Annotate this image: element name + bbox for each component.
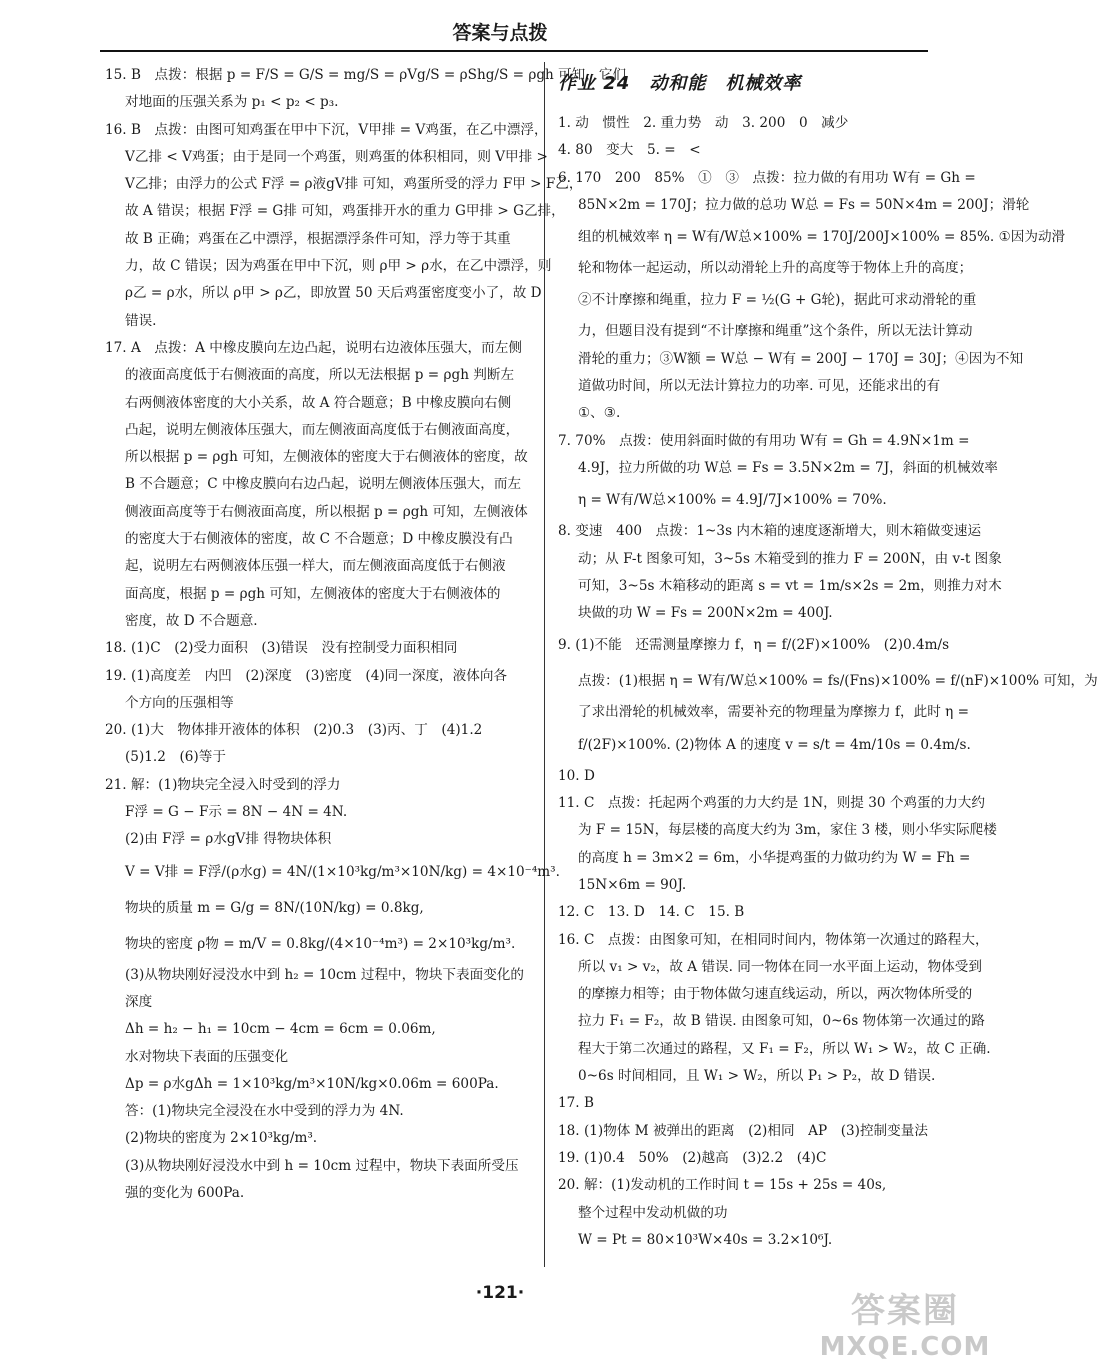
- formula-line: f/(2F)×100%. (2)物体 A 的速度 v = s/t = 4m/10s = 0.4m/s.: [578, 736, 971, 753]
- answer-line: F浮 = G − F示 = 8N − 4N = 4N.: [125, 804, 348, 821]
- answer-line: Δp = ρ水gΔh = 1×10³kg/m³×10N/kg×0.06m = 600Pa.: [125, 1075, 499, 1092]
- formula-line: V = V排 = F浮/(ρ水g) = 4N/(1×10³kg/m³×10N/kg) = 4×10⁻⁴m³.: [125, 863, 560, 880]
- answer-line: Δh = h₂ − h₁ = 10cm − 4cm = 6cm = 0.06m,: [125, 1021, 436, 1038]
- answer-line: B 不合题意；C 中橡皮膜向右边凸起，说明左侧液体压强大，而左: [125, 476, 522, 493]
- answer-line: 了求出滑轮的机械效率，需要补充的物理量为摩擦力 f，此时 η =: [578, 704, 969, 721]
- answer-line: 20. (1)大 物体排开液体的体积 (2)0.3 (3)丙、丁 (4)1.2: [105, 722, 483, 739]
- answer-line: 道做功时间，所以无法计算拉力的功率. 可见，还能求出的有: [578, 378, 941, 395]
- answer-line: 动；从 F-t 图象可知，3~5s 木箱受到的推力 F = 200N，由 v-t 图象: [578, 550, 1002, 567]
- answer-line: W = Pt = 80×10³W×40s = 3.2×10⁶J.: [578, 1231, 833, 1248]
- answer-line: 答：(1)物块完全浸没在水中受到的浮力为 4N.: [125, 1103, 404, 1120]
- answer-line: 4. 80 变大 5. = <: [558, 142, 701, 159]
- answer-line: 对地面的压强关系为 p₁ < p₂ < p₃.: [125, 94, 339, 111]
- answer-line: 7. 70% 点拨：使用斜面时做的有用功 W有 = Gh = 4.9N×1m =: [558, 432, 970, 449]
- formula-line: 点拨：(1)根据 η = W有/W总×100% = fs/(Fns)×100% = f/(nF)×100% 可知，为: [578, 673, 1098, 690]
- answer-line: 的摩擦力相等；由于物体做匀速直线运动，所以，两次物体所受的: [578, 986, 973, 1003]
- answer-line: 错误.: [125, 312, 157, 329]
- answer-line: 16. B 点拨：由图可知鸡蛋在甲中下沉，V甲排 = V鸡蛋，在乙中漂浮，: [105, 121, 548, 138]
- answer-line: 故 A 错误；根据 F浮 = G排 可知，鸡蛋排开水的重力 G甲排 > G乙排，: [125, 203, 565, 220]
- answer-line: 的液面高度低于右侧液面的高度，所以无法根据 p = ρgh 判断左: [125, 367, 515, 384]
- answer-line: 侧液面高度等于右侧液面高度，所以根据 p = ρgh 可知，左侧液体: [125, 503, 528, 520]
- watermark-logo-text: 答案圈: [851, 1291, 959, 1331]
- answer-line: 11. C 点拨：托起两个鸡蛋的力大约是 1N，则提 30 个鸡蛋的力大约: [558, 795, 985, 812]
- answer-line: 起，说明左右两侧液体压强一样大，而左侧液面高度低于右侧液: [125, 558, 506, 575]
- watermark-logo: [815, 1290, 995, 1368]
- formula-line: η = W有/W总×100% = 4.9J/7J×100% = 70%.: [578, 492, 887, 509]
- answer-line: 强的变化为 600Pa.: [125, 1184, 245, 1201]
- answer-line: 为 F = 15N，每层楼的高度大约为 3m，家住 3 楼，则小华实际爬楼: [578, 822, 997, 839]
- page-header-title: 答案与点拨: [452, 22, 548, 44]
- answer-line: 水对物块下表面的压强变化: [125, 1048, 289, 1065]
- answer-line: 19. (1)0.4 50% (2)越高 (3)2.2 (4)C: [558, 1149, 827, 1166]
- answer-line: 6. 170 200 85% ① ③ 点拨：拉力做的有用功 W有 = Gh =: [558, 169, 976, 186]
- answer-line: 15N×6m = 90J.: [578, 876, 687, 893]
- answer-line: 21. 解：(1)物块完全浸入时受到的浮力: [105, 776, 341, 793]
- answer-line: 的密度大于右侧液体的密度，故 C 不合题意；D 中橡皮膜没有凸: [125, 531, 513, 548]
- answer-line: 17. A 点拨：A 中橡皮膜向左边凸起，说明右边液体压强大，而左侧: [105, 339, 522, 356]
- formula-line: 组的机械效率 η = W有/W总×100% = 170J/200J×100% = 85%. ①因为动滑: [578, 229, 1066, 246]
- answer-line: 所以 v₁ > v₂，故 A 错误. 同一物体在同一水平面上运动，物体受到: [578, 958, 982, 975]
- column-divider: [544, 62, 545, 1267]
- answer-line: 右两侧液体密度的大小关系，故 A 符合题意；B 中橡皮膜向右侧: [125, 394, 512, 411]
- answer-line: 整个过程中发动机做的功: [578, 1204, 728, 1221]
- answer-line: 4.9J，拉力所做的功 W总 = Fs = 3.5N×2m = 7J，斜面的机械效率: [578, 459, 998, 476]
- answer-line: 19. (1)高度差 内凹 (2)深度 (3)密度 (4)同一深度，液体向各: [105, 667, 508, 684]
- answer-line: 凸起，说明左侧液体压强大，而左侧液面高度低于右侧液面高度，: [125, 421, 520, 438]
- answer-line: (2)物块的密度为 2×10³kg/m³.: [125, 1130, 318, 1147]
- answer-line: 拉力 F₁ = F₂，故 B 错误. 由图象可知，0~6s 物体第一次通过的路: [578, 1013, 985, 1030]
- answer-line: 9. (1)不能 还需测量摩擦力 f，η = f/(2F)×100% (2)0.4m/s: [558, 637, 950, 654]
- answer-line: (2)由 F浮 = ρ水gV排 得物块体积: [125, 831, 332, 848]
- watermark-url: MXQE.COM: [819, 1332, 991, 1362]
- answer-line: 10. D: [558, 767, 595, 784]
- answer-line: 个方向的压强相等: [125, 694, 234, 711]
- section-title: 作业 24 动和能 机械效率: [558, 73, 802, 94]
- answer-line: 18. (1)物体 M 被弹出的距离 (2)相同 AP (3)控制变量法: [558, 1122, 928, 1139]
- answer-line: (5)1.2 (6)等于: [125, 749, 226, 766]
- answer-line: 17. B: [558, 1095, 594, 1112]
- answer-line: 轮和物体一起运动，所以动滑轮上升的高度等于物体上升的高度；: [578, 260, 973, 277]
- answer-line: 滑轮的重力；③W额 = W总 − W有 = 200J − 170J = 30J；④因为不知: [578, 350, 1024, 367]
- answer-line: V乙排 < V鸡蛋；由于是同一个鸡蛋，则鸡蛋的体积相同，则 V甲排 >: [125, 148, 548, 165]
- answer-line: 块做的功 W = Fs = 200N×2m = 400J.: [578, 605, 833, 622]
- answer-line: 15. B 点拨：根据 p = F/S = G/S = mg/S = ρVg/S = ρShg/S = ρgh 可知，它们: [105, 67, 627, 83]
- answer-line: 故 B 正确；鸡蛋在乙中漂浮，根据漂浮条件可知，浮力等于其重: [125, 230, 511, 247]
- answer-line: 85N×2m = 170J；拉力做的总功 W总 = Fs = 50N×4m = 200J；滑轮: [578, 196, 1030, 213]
- formula-line: 物块的质量 m = G/g = 8N/(10N/kg) = 0.8kg,: [125, 899, 424, 916]
- formula-line: ②不计摩擦和绳重，拉力 F = ½(G + G轮)，据此可求动滑轮的重: [578, 292, 977, 309]
- right-column: [558, 62, 1098, 1254]
- header-rule: [100, 50, 928, 52]
- answer-line: 所以根据 p = ρgh 可知，左侧液体的密度大于右侧液体的密度，故: [125, 449, 528, 466]
- answer-line: 18. (1)C (2)受力面积 (3)错误 没有控制受力面积相同: [105, 640, 458, 657]
- answer-line: 程大于第二次通过的路程，又 F₁ = F₂，所以 W₁ > W₂，故 C 正确.: [578, 1040, 991, 1057]
- answer-line: 深度: [125, 993, 153, 1010]
- answer-line: (3)从物块刚好浸没水中到 h = 10cm 过程中，物块下表面所受压: [125, 1157, 519, 1174]
- answer-line: 面高度，根据 p = ρgh 可知，左侧液体的密度大于右侧液体的: [125, 585, 501, 602]
- answer-line: 的高度 h = 3m×2 = 6m，小华提鸡蛋的力做功约为 W = Fh =: [578, 849, 971, 866]
- answer-line: 1. 动 惯性 2. 重力势 动 3. 200 0 减少: [558, 115, 849, 131]
- answer-line: 密度，故 D 不合题意.: [125, 612, 258, 629]
- answer-line: ρ乙 = ρ水，所以 ρ甲 > ρ乙，即放置 50 天后鸡蛋密度变小了，故 D: [125, 285, 542, 302]
- answer-line: 8. 变速 400 点拨：1~3s 内木箱的速度逐渐增大，则木箱做变速运: [558, 523, 982, 540]
- answer-line: V乙排；由浮力的公式 F浮 = ρ液gV排 可知，鸡蛋所受的浮力 F甲 > F乙，: [125, 176, 583, 193]
- answer-line: 20. 解：(1)发动机的工作时间 t = 15s + 25s = 40s,: [558, 1177, 887, 1194]
- answer-line: 12. C 13. D 14. C 15. B: [558, 904, 745, 921]
- answer-line: 力，但题目没有提到“不计摩擦和绳重”这个条件，所以无法计算动: [578, 323, 973, 340]
- page-number: ·121·: [475, 1283, 525, 1303]
- formula-line: 物块的密度 ρ物 = m/V = 0.8kg/(4×10⁻⁴m³) = 2×10³kg/m³.: [125, 935, 516, 952]
- answer-line: 16. C 点拨：由图象可知，在相同时间内，物体第一次通过的路程大，: [558, 931, 989, 948]
- answer-line: 力，故 C 错误；因为鸡蛋在甲中下沉，则 ρ甲 > ρ水，在乙中漂浮，则: [125, 258, 552, 275]
- answer-line: ①、③.: [578, 405, 621, 422]
- answer-line: (3)从物块刚好浸没水中到 h₂ = 10cm 过程中，物块下表面变化的: [125, 966, 524, 983]
- answer-line: 可知，3~5s 木箱移动的距离 s = vt = 1m/s×2s = 2m，则推力对木: [578, 577, 1002, 594]
- answer-line: 0~6s 时间相同，且 W₁ > W₂，所以 P₁ > P₂，故 D 错误.: [578, 1068, 936, 1085]
